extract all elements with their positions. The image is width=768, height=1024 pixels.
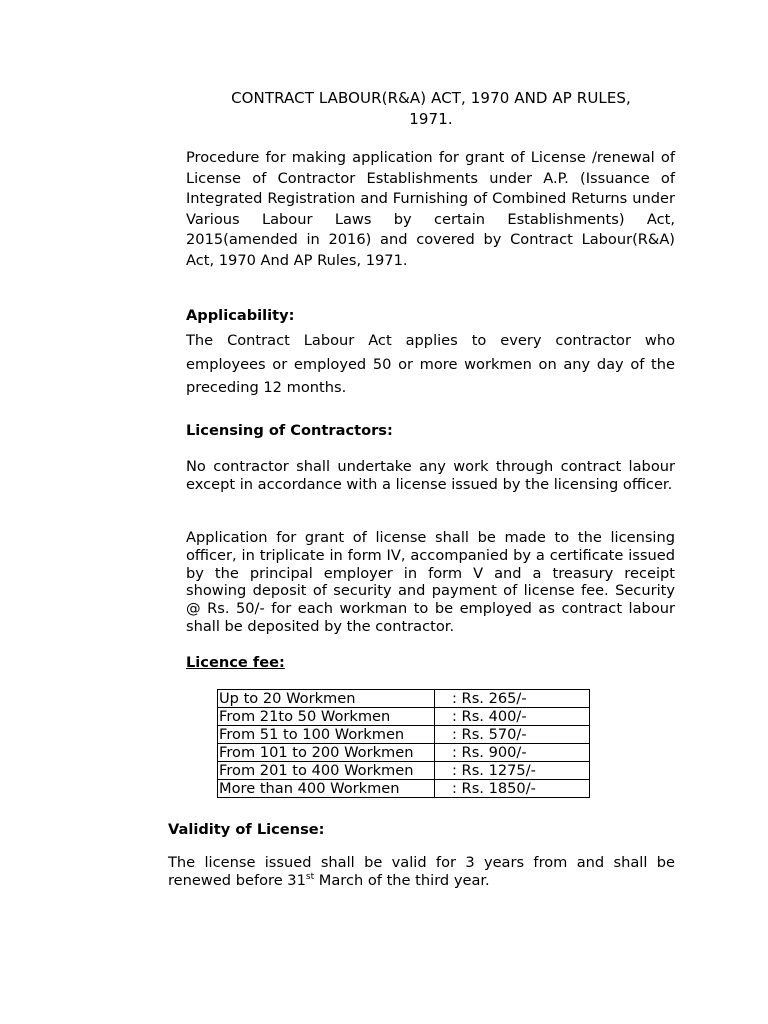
- validity-text-start: The license issued shall be valid for 3 years from and shall be renewed before 31: [168, 854, 675, 889]
- intro-paragraph: Procedure for making application for grant of License /renewal of License of Contractor Establishments under A.P. (Issuance of Integrated Registration and Furnishing of Combined Returns under Various Labour Laws by certain Establishments) Act, 2015(amended in 2016) and covered by Contract Labour(R&A) Act, 1970 And AP Rules, 1971.: [186, 149, 675, 269]
- fee-amount-cell: : Rs. 265/-: [435, 690, 590, 708]
- fee-range-cell: More than 400 Workmen: [218, 780, 435, 798]
- fee-table-row: [218, 762, 590, 780]
- fee-range-cell: From 201 to 400 Workmen: [218, 762, 435, 780]
- document-title-line-1: CONTRACT LABOUR(R&A) ACT, 1970 AND AP RULES,: [231, 89, 631, 107]
- licensing-heading: Licensing of Contractors:: [186, 422, 393, 439]
- fee-amount-cell: : Rs. 570/-: [435, 726, 590, 744]
- licence-fee-heading: Licence fee:: [186, 654, 285, 671]
- fee-table-row: [218, 780, 590, 798]
- fee-table-row: [218, 690, 590, 708]
- fee-range-cell: From 21to 50 Workmen: [218, 708, 435, 726]
- validity-heading: Validity of License:: [168, 821, 325, 838]
- fee-amount-cell: : Rs. 900/-: [435, 744, 590, 762]
- fee-range-cell: From 101 to 200 Workmen: [218, 744, 435, 762]
- fee-range-cell: Up to 20 Workmen: [218, 690, 435, 708]
- fee-amount-cell: : Rs. 1850/-: [435, 780, 590, 798]
- document-title-line-2: 1971.: [409, 110, 453, 128]
- licensing-paragraph-1: No contractor shall undertake any work through contract labour except in accordance with a license issued by the licensing officer.: [186, 458, 675, 493]
- validity-paragraph: [168, 854, 675, 890]
- licensing-paragraph-2: Application for grant of license shall be made to the licensing officer, in triplicate in form IV, accompanied by a certificate issued by the principal employer in form V and a treasury receipt showing deposit of security and payment of license fee. Security @ Rs. 50/- for each workman to be employed as contract labour shall be deposited by the contractor.: [186, 529, 675, 635]
- fee-table-row: [218, 708, 590, 726]
- validity-text-end: March of the third year.: [314, 871, 490, 889]
- fee-table-row: [218, 744, 590, 762]
- document-title: [186, 88, 676, 130]
- fee-range-cell: From 51 to 100 Workmen: [218, 726, 435, 744]
- fee-amount-cell: : Rs. 400/-: [435, 708, 590, 726]
- validity-ordinal-suffix: st: [305, 871, 315, 882]
- licence-fee-table: [217, 689, 590, 798]
- fee-amount-cell: : Rs. 1275/-: [435, 762, 590, 780]
- applicability-heading: Applicability:: [186, 307, 295, 324]
- fee-table-row: [218, 726, 590, 744]
- applicability-paragraph: The Contract Labour Act applies to every contractor who employees or employed 50 or more workmen on any day of the preceding 12 months.: [186, 332, 675, 396]
